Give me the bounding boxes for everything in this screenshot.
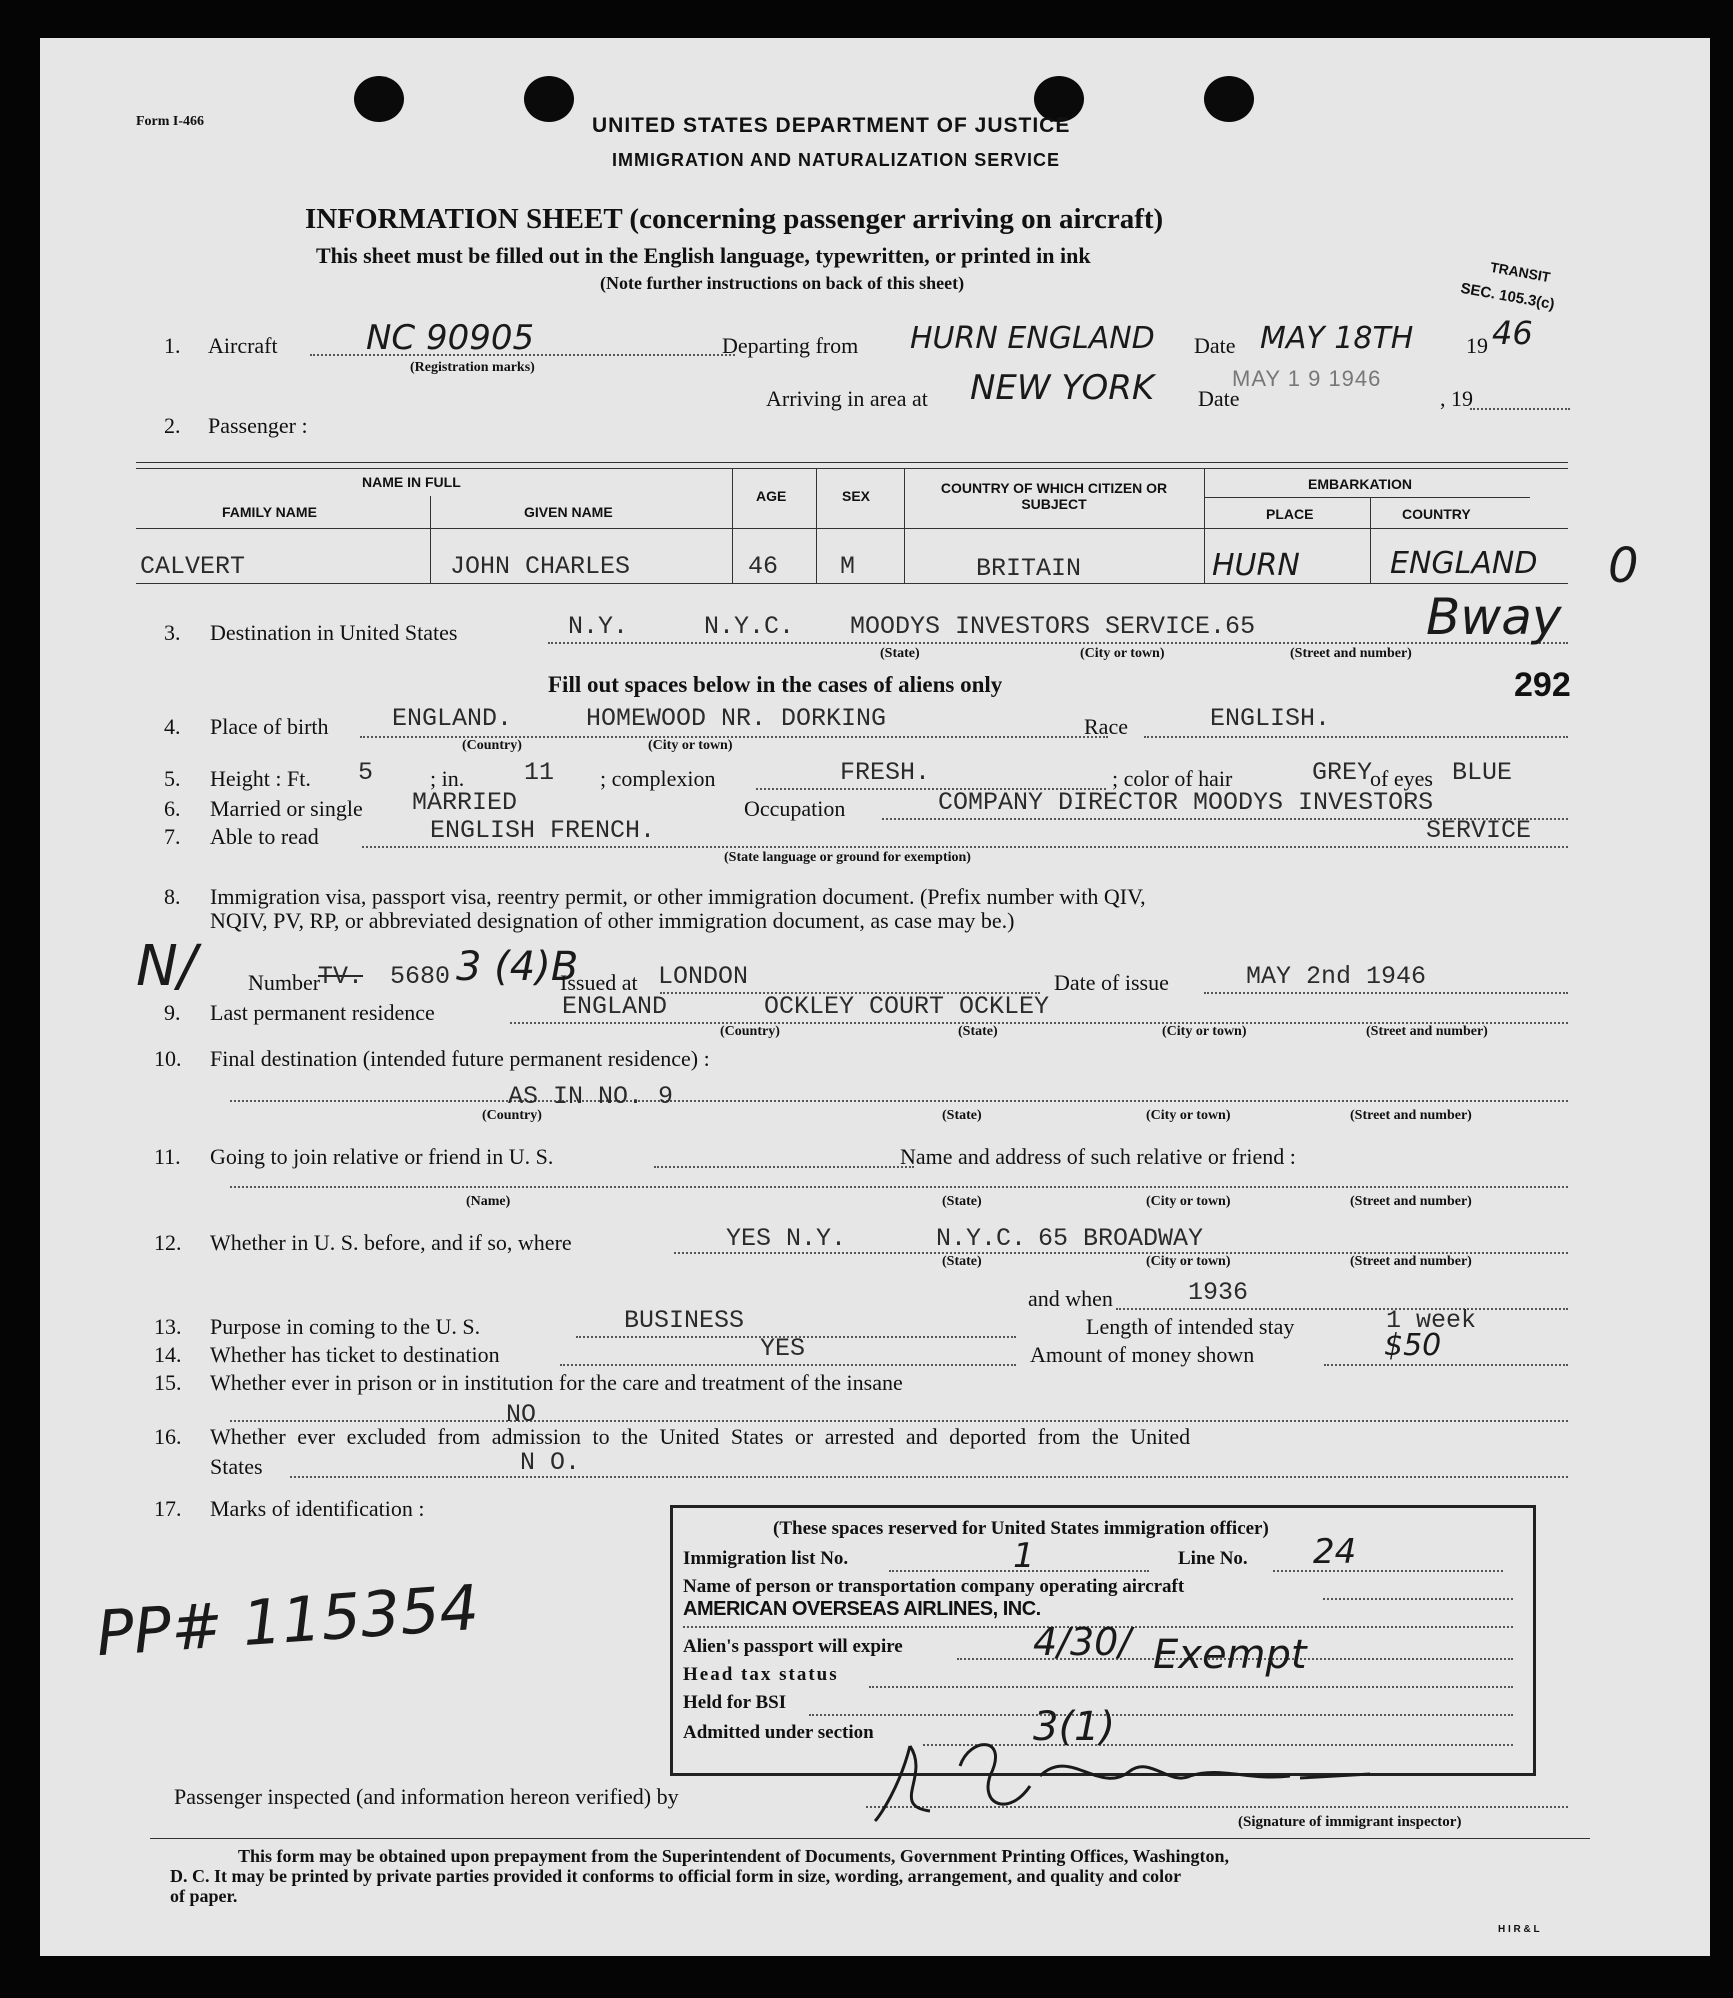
punch-hole — [354, 76, 404, 122]
item2-number: 2. — [164, 413, 181, 438]
header-embarkation: EMBARKATION — [1308, 476, 1412, 492]
header-age: AGE — [756, 488, 787, 504]
footer-line3: of paper. — [170, 1886, 238, 1906]
transit-stamp: TRANSIT — [1489, 258, 1552, 286]
ticket-label: Whether has ticket to destination — [210, 1342, 500, 1367]
complexion-label: ; complexion — [600, 766, 716, 791]
caption-res-city: (City or town) — [1162, 1024, 1247, 1039]
arrival-date-stamp: MAY 1 9 1946 — [1232, 366, 1382, 391]
arriving-label: Arriving in area at — [766, 386, 928, 411]
prison-value: NO — [506, 1400, 537, 1429]
head-tax-label: Head tax status — [683, 1664, 839, 1685]
passport-number-handwritten: PP# 115354 — [93, 1570, 482, 1671]
given-name-value: JOHN CHARLES — [450, 552, 631, 581]
caption-final-country: (Country) — [482, 1108, 542, 1123]
item8-number: 8. — [164, 884, 181, 909]
hair-value: GREY — [1312, 758, 1373, 787]
item3-number: 3. — [164, 620, 181, 645]
marital-value: MARRIED — [412, 788, 518, 817]
arrival-year-prefix: , 19 — [1440, 386, 1473, 411]
previous-visit-label: Whether in U. S. before, and if so, where — [210, 1230, 572, 1255]
caption-relative-state: (State) — [942, 1194, 982, 1209]
inspection-label: Passenger inspected (and information hereon verified) by — [174, 1784, 679, 1809]
race-value: ENGLISH. — [1210, 704, 1331, 733]
visa-number-value: 5680 — [390, 962, 451, 991]
agency-name: UNITED STATES DEPARTMENT OF JUSTICE — [592, 114, 1071, 137]
relative-name-address-label: Name and address of such relative or friend : — [900, 1144, 1296, 1169]
height-feet: 5 — [358, 758, 374, 787]
year-value: 46 — [1492, 314, 1533, 352]
officer-box-heading: (These spaces reserved for United States immigration officer) — [773, 1518, 1269, 1539]
date-of-issue-value: MAY 2nd 1946 — [1246, 962, 1427, 991]
registration-caption: (Registration marks) — [410, 360, 535, 375]
caption-final-state: (State) — [942, 1108, 982, 1123]
read-value: ENGLISH FRENCH. — [430, 816, 656, 845]
header-sex: SEX — [842, 488, 871, 504]
visa-number-handwritten: 3 (4)B — [456, 944, 579, 990]
visit-when-value: 1936 — [1188, 1278, 1249, 1307]
company-label: Name of person or transportation company operating aircraft — [683, 1576, 1185, 1597]
passport-expire-label: Alien's passport will expire — [683, 1636, 903, 1657]
excluded-label-line1: Whether ever excluded from admission to the United States or arrested and deported from the United — [210, 1424, 1191, 1449]
date-of-issue-label: Date of issue — [1054, 970, 1169, 995]
caption-res-street: (Street and number) — [1366, 1024, 1488, 1039]
residence-country: ENGLAND — [562, 992, 668, 1021]
visa-number-label: Number — [248, 970, 321, 995]
hair-label: ; color of hair — [1112, 766, 1233, 791]
item4-number: 4. — [164, 714, 181, 739]
aliens-heading: Fill out spaces below in the cases of aliens only — [548, 672, 1003, 697]
previous-visit-street: 65 BROADWAY — [1038, 1224, 1204, 1253]
occupation-continuation: SERVICE — [1426, 816, 1532, 845]
form-sheet — [40, 38, 1710, 1956]
footer-line2: D. C. It may be printed by private parties provided it conforms to official form in size, wording, arrangement, and quality and color — [170, 1866, 1182, 1886]
destination-street: MOODYS INVESTORS SERVICE.65 — [850, 612, 1256, 641]
list-number-value: 1 — [1013, 1536, 1035, 1576]
excluded-label-line2: States — [210, 1454, 263, 1479]
issued-at-label: Issued at — [560, 970, 638, 995]
identification-marks-label: Marks of identification : — [210, 1496, 425, 1521]
item8-text-line2: NQIV, PV, RP, or abbreviated designation of other immigration document, as case may be.) — [210, 908, 1015, 933]
destination-city: N.Y.C. — [704, 612, 795, 641]
caption-visit-city: (City or town) — [1146, 1254, 1231, 1269]
birth-country: ENGLAND. — [392, 704, 513, 733]
departing-value: HURN ENGLAND — [910, 321, 1155, 356]
birthplace-label: Place of birth — [210, 714, 329, 739]
caption-res-country: (Country) — [720, 1024, 780, 1039]
held-bsi-label: Held for BSI — [683, 1692, 787, 1713]
issued-at-value: LONDON — [658, 962, 749, 991]
emb-country-value: ENGLAND — [1390, 546, 1538, 581]
header-emb-place: PLACE — [1266, 506, 1314, 522]
footer-line1: This form may be obtained upon prepayment from the Superintendent of Documents, Government Printing Offices, Washington, — [238, 1846, 1230, 1866]
caption-final-city: (City or town) — [1146, 1108, 1231, 1123]
eyes-value: BLUE — [1452, 758, 1513, 787]
residence-place: OCKLEY COURT OCKLEY — [764, 992, 1050, 1021]
form-subtitle: This sheet must be filled out in the English language, typewritten, or printed in ink — [316, 243, 1091, 268]
signature-caption: (Signature of immigrant inspector) — [1238, 1814, 1462, 1830]
caption-state: (State) — [880, 646, 920, 661]
caption-relative-street: (Street and number) — [1350, 1194, 1472, 1209]
read-caption: (State language or ground for exemption) — [724, 850, 971, 865]
caption-relative-name: (Name) — [466, 1194, 511, 1209]
arrival-date-label: Date — [1198, 386, 1240, 411]
caption-street: (Street and number) — [1290, 646, 1412, 661]
company-value: AMERICAN OVERSEAS AIRLINES, INC. — [683, 1598, 1041, 1620]
caption-city: (City or town) — [1080, 646, 1165, 661]
line-number-label: Line No. — [1178, 1548, 1248, 1569]
occupation-value: COMPANY DIRECTOR MOODYS INVESTORS — [938, 788, 1434, 817]
header-family-name: FAMILY NAME — [222, 504, 317, 520]
item1-number: 1. — [164, 333, 181, 358]
item6-number: 6. — [164, 796, 181, 821]
birth-city: HOMEWOOD NR. DORKING — [586, 704, 887, 733]
height-inches: 11 — [524, 758, 555, 787]
margin-mark: 0 — [1608, 538, 1639, 594]
passport-expire-value: 4/30/ — [1033, 1620, 1132, 1664]
admitted-section-label: Admitted under section — [683, 1722, 874, 1743]
read-label: Able to read — [210, 824, 319, 849]
item14-number: 14. — [154, 1342, 182, 1367]
head-tax-value: Exempt — [1153, 1632, 1307, 1678]
item15-number: 15. — [154, 1370, 182, 1395]
race-label: Race — [1084, 714, 1128, 739]
form-number: Form I-466 — [136, 114, 205, 129]
eyes-label: of eyes — [1370, 766, 1433, 791]
ticket-value: YES — [760, 1334, 806, 1363]
visit-when-label: and when — [1028, 1286, 1113, 1311]
list-number-label: Immigration list No. — [683, 1548, 849, 1569]
caption-res-state: (State) — [958, 1024, 998, 1039]
item9-number: 9. — [164, 1000, 181, 1025]
departure-date-value: MAY 18TH — [1260, 321, 1414, 356]
service-name: IMMIGRATION AND NATURALIZATION SERVICE — [612, 150, 1060, 170]
aircraft-label: Aircraft — [208, 333, 278, 358]
punch-hole — [524, 76, 574, 122]
year-prefix: 19 — [1466, 333, 1488, 358]
emb-place-value: HURN — [1212, 548, 1300, 583]
caption-visit-state: (State) — [942, 1254, 982, 1269]
sex-value: M — [840, 552, 856, 581]
destination-street-handwritten: Bway — [1426, 588, 1562, 646]
stay-length-value: 1 week — [1386, 1306, 1477, 1335]
excluded-value: N O. — [520, 1448, 581, 1477]
punch-hole — [1204, 76, 1254, 122]
form-title: INFORMATION SHEET (concerning passenger arriving on aircraft) — [305, 203, 1164, 235]
visa-margin-handwritten: N/ — [136, 934, 197, 999]
aircraft-value: NC 90905 — [366, 318, 535, 358]
header-given-name: GIVEN NAME — [524, 504, 613, 520]
inches-label: ; in. — [430, 766, 465, 791]
family-name-value: CALVERT — [140, 552, 246, 581]
line-number-value: 24 — [1313, 1532, 1357, 1572]
purpose-value: BUSINESS — [624, 1306, 745, 1335]
purpose-label: Purpose in coming to the U. S. — [210, 1314, 481, 1339]
item16-number: 16. — [154, 1424, 182, 1449]
departing-label: Departing from — [722, 333, 859, 358]
item17-number: 17. — [154, 1496, 182, 1521]
caption-final-street: (Street and number) — [1350, 1108, 1472, 1123]
join-relative-label: Going to join relative or friend in U. S. — [210, 1144, 554, 1169]
complexion-value: FRESH. — [840, 758, 931, 787]
citizen-of-value: BRITAIN — [976, 554, 1082, 583]
caption-birth-city: (City or town) — [648, 738, 733, 753]
stay-length-label: Length of intended stay — [1086, 1314, 1295, 1339]
header-name-in-full: NAME IN FULL — [362, 474, 461, 490]
final-destination-label: Final destination (intended future permanent residence) : — [210, 1046, 710, 1071]
final-destination-value: AS IN NO. 9 — [508, 1082, 674, 1111]
money-label: Amount of money shown — [1030, 1342, 1255, 1367]
occupation-label: Occupation — [744, 796, 846, 821]
arriving-value: NEW YORK — [970, 368, 1155, 408]
visa-number-prefix: TV. — [318, 962, 364, 991]
item10-number: 10. — [154, 1046, 182, 1071]
form-note: (Note further instructions on back of this sheet) — [600, 273, 965, 293]
destination-label: Destination in United States — [210, 620, 458, 645]
date-label: Date — [1194, 333, 1236, 358]
caption-relative-city: (City or town) — [1146, 1194, 1231, 1209]
previous-visit-city: N.Y.C. — [936, 1224, 1027, 1253]
height-label: Height : Ft. — [210, 766, 311, 791]
printer-mark: H I R & L — [1498, 1924, 1540, 1935]
item7-number: 7. — [164, 824, 181, 849]
item13-number: 13. — [154, 1314, 182, 1339]
item12-number: 12. — [154, 1230, 182, 1255]
caption-visit-street: (Street and number) — [1350, 1254, 1472, 1269]
age-value: 46 — [748, 552, 779, 581]
item8-text-line1: Immigration visa, passport visa, reentry permit, or other immigration document. (Prefix number with QIV, — [210, 884, 1146, 909]
residence-label: Last permanent residence — [210, 1000, 435, 1025]
previous-visit-value: YES N.Y. — [726, 1224, 847, 1253]
prison-label: Whether ever in prison or in institution for the care and treatment of the insane — [210, 1370, 903, 1395]
section-stamp: SEC. 105.3(c) — [1459, 279, 1556, 314]
header-emb-country: COUNTRY — [1402, 506, 1471, 522]
caption-birth-country: (Country) — [462, 738, 522, 753]
item11-number: 11. — [154, 1144, 181, 1169]
item5-number: 5. — [164, 766, 181, 791]
marital-label: Married or single — [210, 796, 363, 821]
destination-state: N.Y. — [568, 612, 629, 641]
sheet-number: 292 — [1514, 666, 1571, 704]
money-value: $50 — [1384, 1328, 1442, 1363]
admitted-section-value: 3(1) — [1033, 1704, 1116, 1750]
passenger-label: Passenger : — [208, 413, 308, 438]
header-country-citizen: COUNTRY OF WHICH CITIZEN OR SUBJECT — [940, 480, 1168, 512]
